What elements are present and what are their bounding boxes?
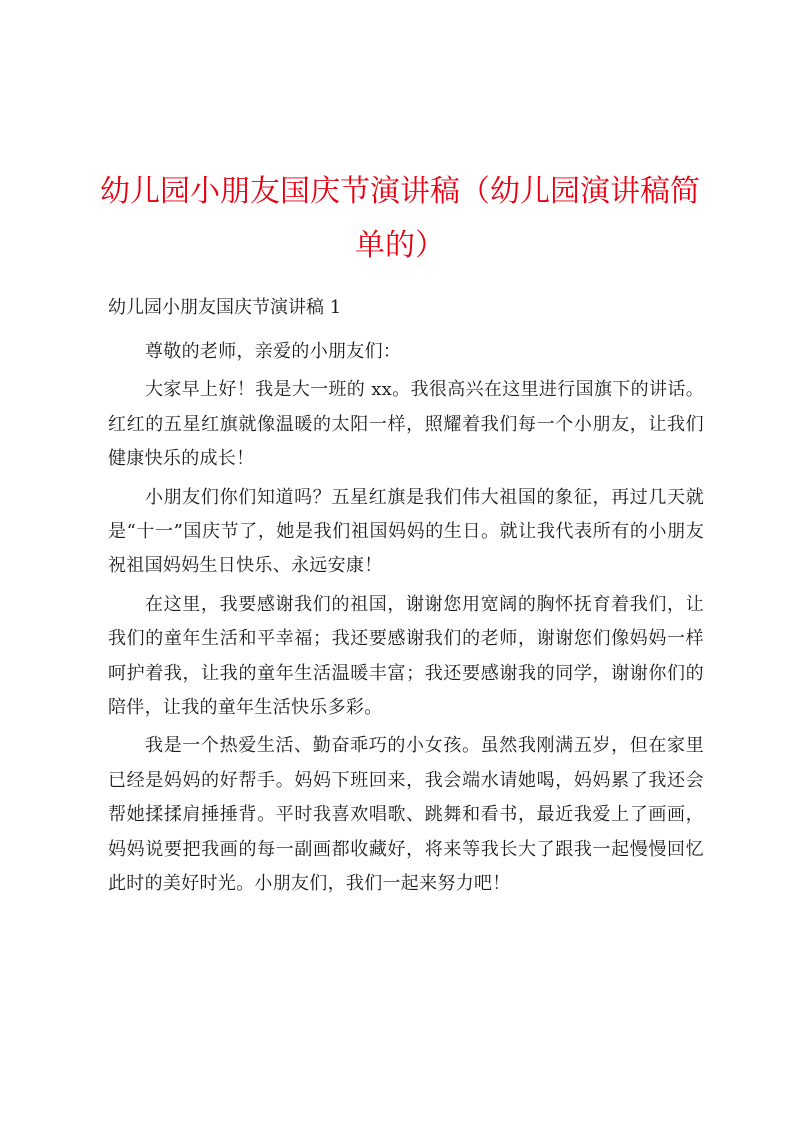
paragraph: 我是一个热爱生活、勤奋乖巧的小女孩。虽然我刚满五岁，但在家里已经是妈妈的好帮手。妈妈下班回来，我会端水请她喝，妈妈累了我还会帮她揉揉肩捶捶背。平时我喜欢唱歌、跳舞和看书，最近我爱上了画画，妈妈说要把我画的每一副画都收藏好，将来等我长大了跟我一起慢慢回忆此时的美好时光。小朋友们，我们一起来努力吧！ [108,735,704,895]
document-body [108,335,704,906]
section-heading: 幼儿园小朋友国庆节演讲稿 1 [108,297,342,318]
document-title: 幼儿园小朋友国庆节演讲稿（幼儿园演讲稿简单的） [100,174,700,263]
paragraph: 在这里，我要感谢我们的祖国，谢谢您用宽阔的胸怀抚育着我们，让我们的童年生活和平幸福；我还要感谢我们的老师，谢谢您们像妈妈一样呵护着我，让我的童年生活温暖丰富；我还要感谢我的同学，谢谢你们的陪伴，让我的童年生活快乐多彩。 [108,593,704,719]
paragraph: 小朋友们你们知道吗？五星红旗是我们伟大祖国的象征，再过几天就是“十一”国庆节了，她是我们祖国妈妈的生日。就让我代表所有的小朋友祝祖国妈妈生日快乐、永远安康！ [108,486,704,577]
paragraph: 大家早上好！我是大一班的 xx。我很高兴在这里进行国旗下的讲话。红红的五星红旗就像温暖的太阳一样，照耀着我们每一个小朋友，让我们健康快乐的成长！ [108,379,704,470]
paragraph-greeting: 尊敬的老师，亲爱的小朋友们： [145,341,402,362]
